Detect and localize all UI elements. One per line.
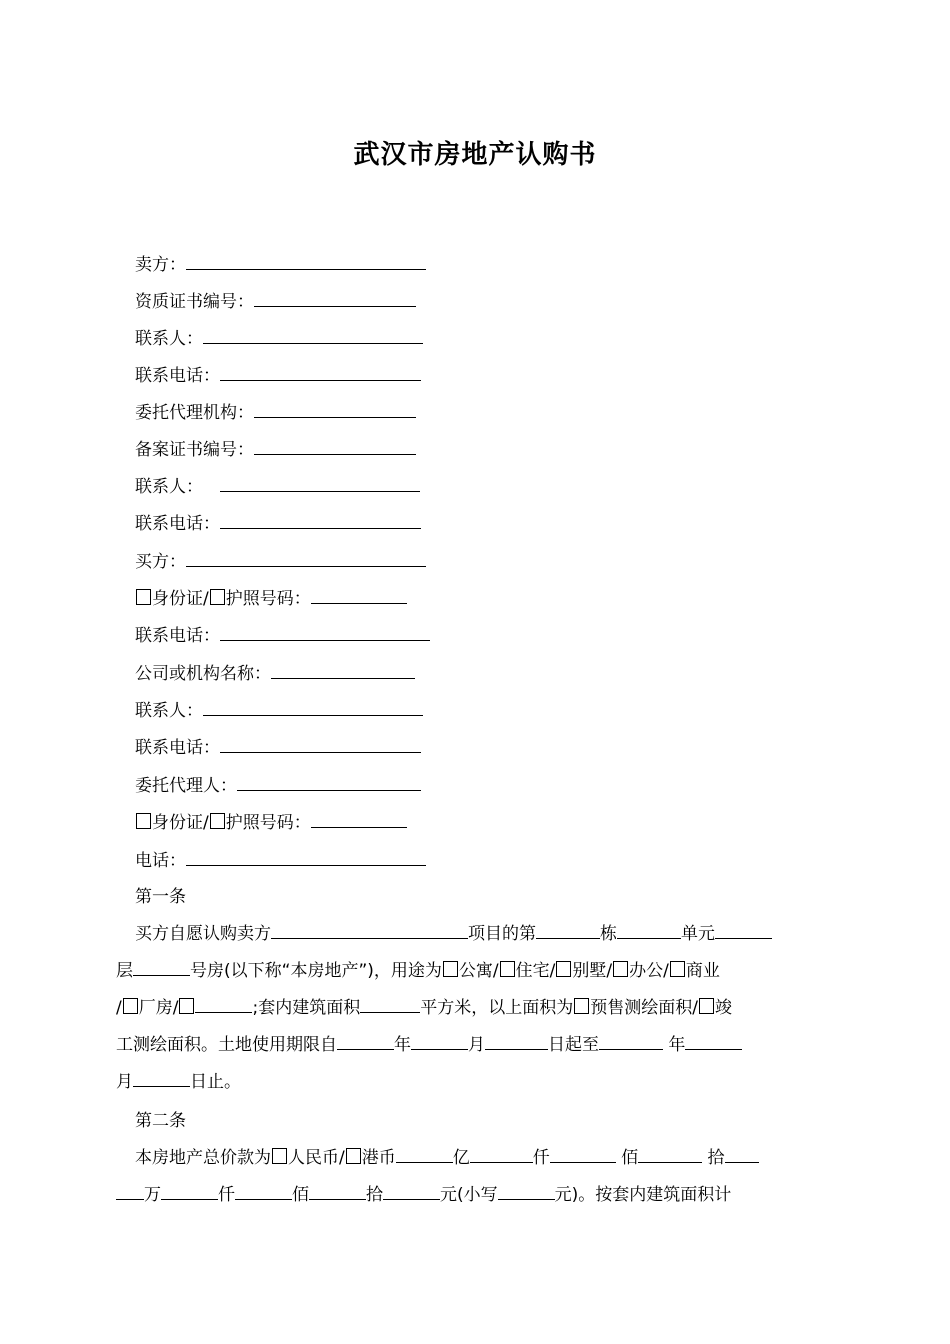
office-checkbox[interactable] [613, 961, 628, 977]
end-day-blank[interactable] [133, 1066, 190, 1087]
field-label: 联系电话： [135, 626, 220, 646]
id-card-checkbox[interactable] [136, 813, 151, 829]
qualification-number-blank[interactable] [254, 288, 416, 307]
text: 仟 [218, 1185, 235, 1205]
buyer-id-field [135, 585, 407, 611]
text: 工测绘面积。土地使用期限自 [116, 1035, 337, 1055]
seller-field [135, 251, 426, 277]
agency-contact-blank[interactable] [220, 473, 420, 492]
id-card-checkbox[interactable] [136, 589, 151, 605]
text: 佰 [615, 1148, 639, 1168]
agency-contact-field [135, 473, 420, 499]
field-label: 电话： [135, 851, 186, 871]
text: 别墅/ [572, 961, 613, 981]
field-label: 身份证/ [152, 589, 209, 609]
shi-blank[interactable] [638, 1142, 702, 1163]
field-label: 护照号码： [225, 589, 311, 609]
agent-blank[interactable] [237, 772, 421, 791]
qualification-number-field [135, 288, 416, 314]
field-label: 联系人： [135, 701, 203, 721]
text: 买方自愿认购卖方 [135, 924, 271, 944]
company-phone-field [135, 734, 421, 760]
text: 公寓/ [458, 961, 499, 981]
text: 层 [116, 961, 133, 981]
other-use-checkbox[interactable] [179, 998, 194, 1014]
wan-blank-end[interactable] [116, 1179, 144, 1200]
agent-phone-field [135, 847, 426, 873]
text: 预售测绘面积/ [590, 998, 698, 1018]
filing-number-field [135, 436, 416, 462]
text: 港币 [361, 1148, 396, 1168]
article-1-line-1 [116, 916, 836, 953]
text: ;套内建筑面积 [252, 998, 361, 1018]
agent-id-blank[interactable] [311, 809, 407, 828]
commercial-checkbox[interactable] [670, 961, 685, 977]
article-1-line-3 [116, 990, 836, 1027]
end-year-blank[interactable] [599, 1029, 663, 1050]
yuan-blank[interactable] [383, 1179, 440, 1200]
shi2-blank[interactable] [309, 1179, 366, 1200]
text: 办公/ [629, 961, 669, 981]
text: 元)。按套内建筑面积计 [554, 1185, 732, 1205]
seller-phone-field [135, 362, 421, 388]
article-2-line-1 [116, 1140, 836, 1177]
text: 厂房/ [138, 998, 179, 1018]
amount-figures-blank[interactable] [498, 1179, 555, 1200]
text: 号房(以下称“本房地产”)，用途为 [190, 961, 442, 981]
presale-survey-checkbox[interactable] [574, 998, 589, 1014]
project-blank[interactable] [271, 918, 468, 939]
start-month-blank[interactable] [411, 1029, 468, 1050]
agency-phone-blank[interactable] [220, 510, 421, 529]
text: 人民币/ [288, 1148, 345, 1168]
buyer-phone-field [135, 622, 430, 648]
company-name-blank[interactable] [271, 660, 415, 679]
text: 平方米，以上面积为 [420, 998, 574, 1018]
text: 日起至 [548, 1035, 599, 1055]
field-label: 身份证/ [152, 813, 209, 833]
text: 月 [468, 1035, 485, 1055]
seller-contact-field [135, 325, 423, 351]
seller-blank[interactable] [186, 251, 426, 270]
start-day-blank[interactable] [485, 1029, 548, 1050]
text: 拾 [702, 1148, 725, 1168]
field-label: 联系人： [135, 477, 209, 497]
company-contact-blank[interactable] [203, 697, 423, 716]
field-label: 联系人： [135, 329, 203, 349]
text: 栋 [600, 924, 617, 944]
floor-blank[interactable] [715, 918, 772, 939]
field-label: 公司或机构名称： [135, 664, 271, 684]
field-label: 委托代理机构： [135, 403, 254, 423]
field-label: 备案证书编号： [135, 440, 254, 460]
qian2-blank[interactable] [161, 1179, 218, 1200]
article-1-body [116, 916, 836, 1101]
text: 本房地产总价款为 [135, 1148, 271, 1168]
article-1-line-2 [116, 953, 836, 990]
company-contact-field [135, 697, 423, 723]
field-label: 护照号码： [225, 813, 311, 833]
text: 项目的第 [468, 924, 536, 944]
article-1-heading: 第一条 [135, 887, 186, 907]
document-title: 武汉市房地产认购书 [353, 140, 597, 170]
seller-phone-blank[interactable] [220, 362, 421, 381]
field-label: 买方： [135, 552, 186, 572]
article-1-line-4 [116, 1027, 836, 1064]
article-2-heading: 第二条 [135, 1111, 186, 1131]
text: 仟 [532, 1148, 550, 1168]
buyer-phone-blank[interactable] [220, 622, 430, 641]
article-2-body [116, 1140, 836, 1214]
residence-checkbox[interactable] [500, 961, 515, 977]
text: 竣 [714, 998, 732, 1018]
text: 年 [663, 1035, 686, 1055]
field-label: 卖方： [135, 255, 186, 275]
text: 日止。 [190, 1072, 241, 1092]
rmb-checkbox[interactable] [272, 1148, 287, 1164]
agency-blank[interactable] [254, 399, 416, 418]
agent-id-field [135, 809, 407, 835]
company-phone-blank[interactable] [220, 734, 421, 753]
field-label: 资质证书编号： [135, 292, 254, 312]
passport-checkbox[interactable] [210, 813, 225, 829]
agent-field [135, 772, 421, 798]
seller-contact-blank[interactable] [203, 325, 423, 344]
completion-survey-checkbox[interactable] [699, 998, 714, 1014]
text: 佰 [292, 1185, 309, 1205]
field-label: 联系电话： [135, 738, 220, 758]
building-blank[interactable] [536, 918, 600, 939]
wan-blank-start[interactable] [725, 1142, 759, 1163]
buyer-blank[interactable] [186, 548, 426, 567]
other-use-blank[interactable] [195, 992, 252, 1013]
agent-phone-blank[interactable] [186, 847, 426, 866]
field-label: 委托代理人： [135, 776, 237, 796]
agency-field [135, 399, 416, 425]
buyer-field [135, 548, 426, 574]
text: 亿 [452, 1148, 470, 1168]
factory-checkbox[interactable] [123, 998, 138, 1014]
text: 年 [394, 1035, 411, 1055]
filing-number-blank[interactable] [254, 436, 416, 455]
start-year-blank[interactable] [337, 1029, 394, 1050]
text: / [116, 998, 122, 1018]
unit-blank[interactable] [617, 918, 681, 939]
qian-blank[interactable] [470, 1142, 533, 1163]
text: 单元 [681, 924, 715, 944]
bai2-blank[interactable] [235, 1179, 292, 1200]
field-label: 联系电话： [135, 366, 220, 386]
villa-checkbox[interactable] [556, 961, 571, 977]
field-label: 联系电话： [135, 514, 220, 534]
apartment-checkbox[interactable] [443, 961, 458, 977]
text: 拾 [366, 1185, 383, 1205]
article-2-line-2 [116, 1177, 836, 1214]
company-name-field [135, 660, 415, 686]
buyer-id-blank[interactable] [311, 585, 407, 604]
agency-phone-field [135, 510, 421, 536]
text: 元(小写 [440, 1185, 498, 1205]
text: 住宅/ [515, 961, 556, 981]
passport-checkbox[interactable] [210, 589, 225, 605]
yi-blank[interactable] [396, 1142, 453, 1163]
text: 万 [144, 1185, 161, 1205]
bai-blank[interactable] [550, 1142, 616, 1163]
article-1-line-5 [116, 1064, 836, 1101]
hkd-checkbox[interactable] [346, 1148, 361, 1164]
end-month-blank[interactable] [685, 1029, 742, 1050]
room-blank[interactable] [133, 955, 190, 976]
area-blank[interactable] [360, 992, 420, 1013]
text: 月 [116, 1072, 133, 1092]
text: 商业 [685, 961, 720, 981]
